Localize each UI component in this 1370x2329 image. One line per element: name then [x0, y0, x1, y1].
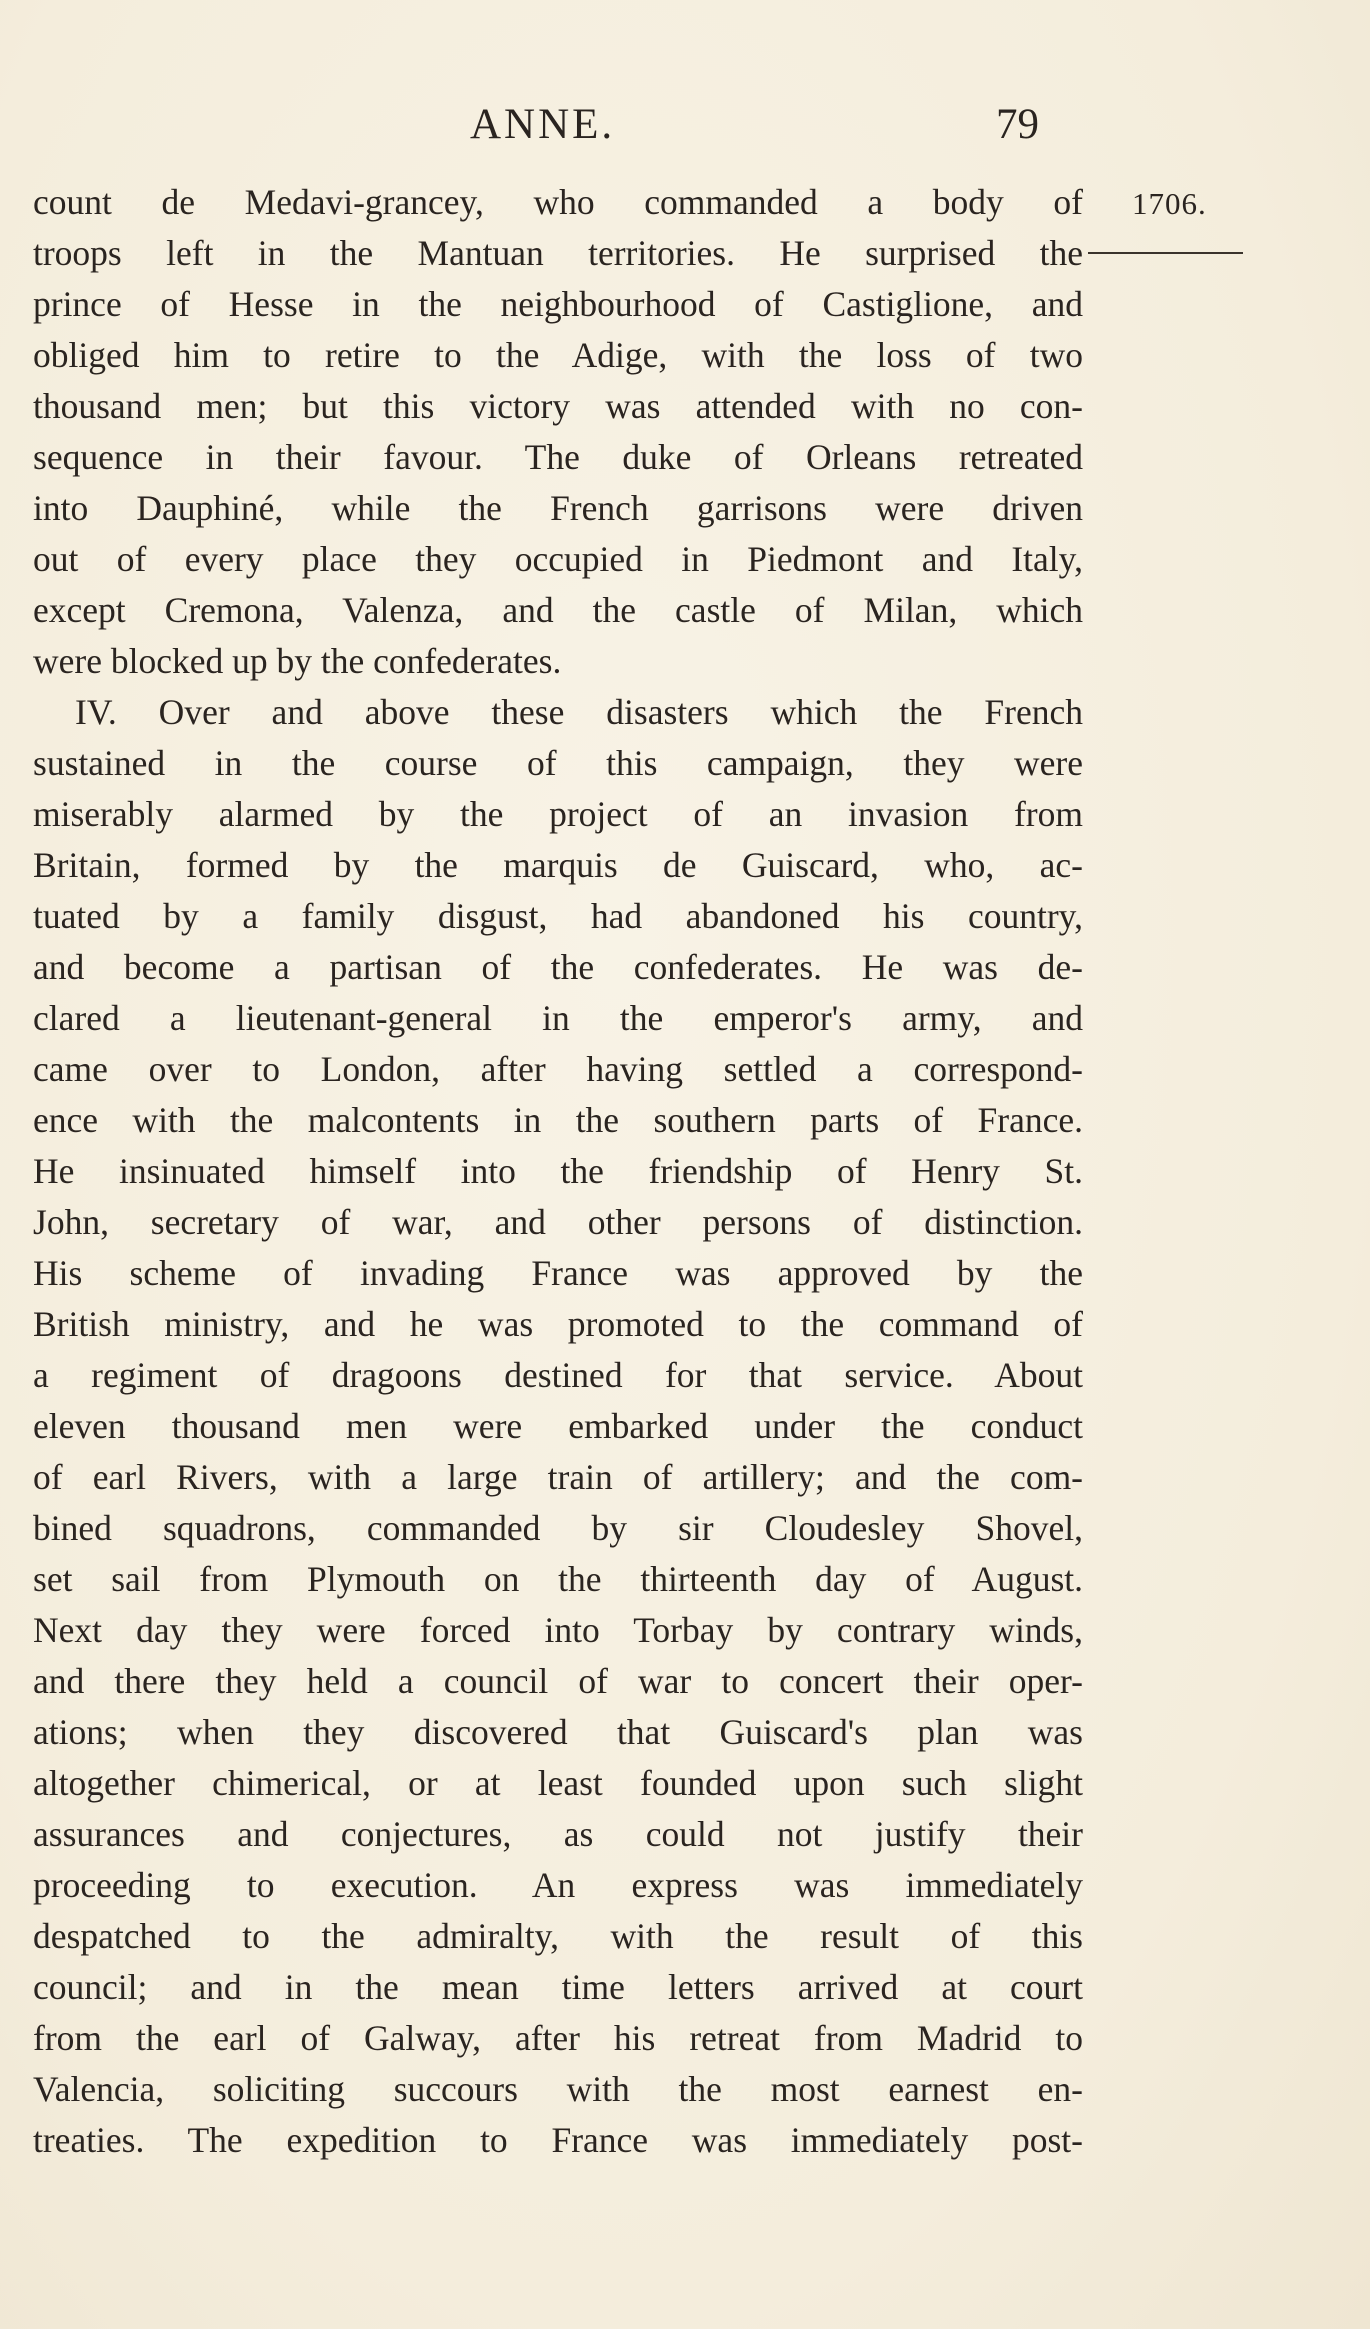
text-line: Valencia, soliciting succours with the most earnest en-	[33, 2069, 1083, 2109]
text-line: a regiment of dragoons destined for that service. About	[33, 1355, 1083, 1395]
text-line: prince of Hesse in the neighbourhood of Castiglione, and	[33, 284, 1083, 324]
text-line: miserably alarmed by the project of an invasion from	[33, 794, 1083, 834]
text-line: council; and in the mean time letters arrived at court	[33, 1967, 1083, 2007]
text-line: His scheme of invading France was approved by the	[33, 1253, 1083, 1293]
section-start-line: IV. Over and above these disasters which the French	[75, 692, 1083, 732]
text-line: out of every place they occupied in Piedmont and Italy,	[33, 539, 1083, 579]
text-line: British ministry, and he was promoted to the command of	[33, 1304, 1083, 1344]
text-line: and become a partisan of the confederates. He was de-	[33, 947, 1083, 987]
text-line: thousand men; but this victory was attended with no con-	[33, 386, 1083, 426]
text-line: and there they held a council of war to concert their oper-	[33, 1661, 1083, 1701]
text-line: ence with the malcontents in the southern parts of France.	[33, 1100, 1083, 1140]
text-line: tuated by a family disgust, had abandoned his country,	[33, 896, 1083, 936]
text-line: despatched to the admiralty, with the result of this	[33, 1916, 1083, 1956]
text-line: assurances and conjectures, as could not justify their	[33, 1814, 1083, 1854]
text-line: set sail from Plymouth on the thirteenth day of August.	[33, 1559, 1083, 1599]
running-head	[0, 100, 1370, 160]
text-line: count de Medavi-grancey, who commanded a body of	[33, 182, 1083, 222]
text-line: of earl Rivers, with a large train of artillery; and the com-	[33, 1457, 1083, 1497]
body-text	[33, 177, 1083, 2166]
margin-year-note: 1706.	[1132, 186, 1207, 221]
text-line: Next day they were forced into Torbay by contrary winds,	[33, 1610, 1083, 1650]
running-title: ANNE.	[470, 101, 616, 148]
text-line: treaties. The expedition to France was immediately post-	[33, 2120, 1083, 2160]
text-line: came over to London, after having settled a correspond-	[33, 1049, 1083, 1089]
text-line: eleven thousand men were embarked under the conduct	[33, 1406, 1083, 1446]
text-line: into Dauphiné, while the French garrisons were driven	[33, 488, 1083, 528]
text-line: He insinuated himself into the friendship of Henry St.	[33, 1151, 1083, 1191]
text-line: ations; when they discovered that Guiscard's plan was	[33, 1712, 1083, 1752]
text-line: from the earl of Galway, after his retreat from Madrid to	[33, 2018, 1083, 2058]
text-line: except Cremona, Valenza, and the castle of Milan, which	[33, 590, 1083, 630]
text-line: obliged him to retire to the Adige, with the loss of two	[33, 335, 1083, 375]
text-line: sustained in the course of this campaign, they were	[33, 743, 1083, 783]
margin-rule	[1088, 252, 1243, 254]
text-line: John, secretary of war, and other persons of distinction.	[33, 1202, 1083, 1242]
page-number: 79	[996, 101, 1039, 148]
text-line: bined squadrons, commanded by sir Cloudesley Shovel,	[33, 1508, 1083, 1548]
text-line: were blocked up by the confederates.	[33, 641, 562, 681]
text-line: proceeding to execution. An express was immediately	[33, 1865, 1083, 1905]
text-line: Britain, formed by the marquis de Guiscard, who, ac-	[33, 845, 1083, 885]
text-line: sequence in their favour. The duke of Orleans retreated	[33, 437, 1083, 477]
text-line: troops left in the Mantuan territories. He surprised the	[33, 233, 1083, 273]
text-line: altogether chimerical, or at least founded upon such slight	[33, 1763, 1083, 1803]
text-line: clared a lieutenant-general in the emperor's army, and	[33, 998, 1083, 1038]
